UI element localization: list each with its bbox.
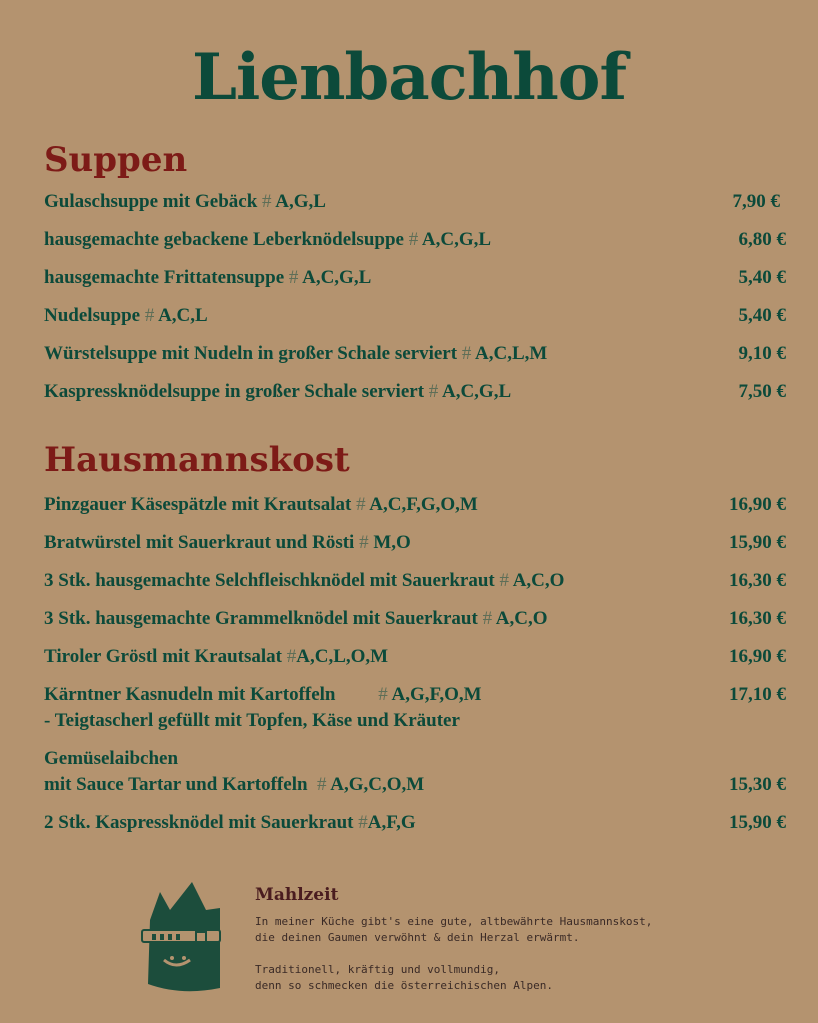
item-name: Würstelsuppe mit Nudeln in großer Schale serviert — [44, 343, 458, 364]
item-name-line2: mit Sauce Tartar und Kartoffeln — [44, 774, 308, 795]
item-allergens: M,O — [373, 532, 411, 553]
menu-item: Gemüselaibchen mit Sauce Tartar und Kartoffeln # A,G,C,O,M 15,30 € — [44, 748, 786, 795]
footer-line: In meiner Küche gibt's eine gute, altbewährte Hausmannskost, — [255, 915, 653, 928]
item-price: 5,40 € — [738, 305, 786, 326]
item-allergens: A,C,L,O,M — [296, 646, 389, 667]
section-title-suppen: Suppen — [44, 140, 188, 180]
item-allergens: A,C,O — [512, 570, 565, 591]
item-name: Gemüselaibchen — [44, 748, 179, 769]
menu-page: Lienbachhof Suppen Gulaschsuppe mit Gebäck # A,G,L 7,90 € hausgemachte gebackene Leberknödelsuppe # A,C,G,L 6,80 € hausgemachte Frittatensuppe # A,C,G,L 5,40 € Nudelsuppe # A,C,L 5,40 € Würstelsuppe mit Nudeln in großer Schale serviert # A,C,L,M 9,10 € Kaspressknödelsuppe in großer Schale serviert # A,C,G,L 7,50 € Hausmannskost Pinzgauer Käsespätzle mit Krautsalat # A,C,F,G,O,M 16,90 € Bratwürstel mit Sauerkraut und Rösti # M,O 15,90 € 3 Stk. hausgemachte Selchfleischknödel mit Sauerkraut # A,C,O 16,30 € 3 Stk. hausgemachte Grammelknödel mit Sauerkraut # A,C,O 16,30 € Tiroler Gröstl mit Krautsalat #A,C,L,O,M 16,90 € Kärntner Kasnudeln mit Kartoffeln # A,G,F,O,M 17,10 € - Teigtascherl gefüllt mit Topfen, Käse und Kräuter Gemüselaibchen mit Sauce Tartar und Kartoffeln # A,G,C,O,M 15,30 € 2 Stk. Kaspressknödel mit Sauerkraut #A,F,G 15,90 € Mahlzeit In meiner Küche gibt's eine gute, altbewährte Hausmannskost, die deinen Gaumen verwöhnt & dein Herzal erwärmt. Traditionell, kräftig und vollmundig, denn so schmecken die österreichischen Alpen. — [0, 0, 818, 1023]
item-allergens: A,C,G,L — [302, 267, 372, 288]
item-price: 7,90 € — [732, 191, 780, 212]
item-price: 9,10 € — [738, 343, 786, 364]
footer-line: die deinen Gaumen verwöhnt & dein Herzal erwärmt. — [255, 931, 580, 944]
item-allergens: A,C,O — [495, 608, 548, 629]
item-name: Pinzgauer Käsespätzle mit Krautsalat — [44, 494, 352, 515]
item-allergens: A,G,L — [275, 191, 326, 212]
item-price: 5,40 € — [738, 267, 786, 288]
item-allergens: A,F,G — [367, 812, 416, 833]
item-name: Kärntner Kasnudeln mit Kartoffeln — [44, 684, 336, 705]
item-price: 16,90 € — [729, 646, 786, 667]
item-name: Gulaschsuppe mit Gebäck — [44, 191, 258, 212]
item-allergens: A,C,L — [158, 305, 208, 326]
section-title-hausmannskost: Hausmannskost — [44, 440, 350, 480]
item-name: Tiroler Gröstl mit Krautsalat — [44, 646, 283, 667]
item-description: - Teigtascherl gefüllt mit Topfen, Käse und Kräuter — [44, 710, 460, 731]
item-price: 16,30 € — [729, 608, 786, 629]
menu-item: Kärntner Kasnudeln mit Kartoffeln # A,G,F,O,M 17,10 € - Teigtascherl gefüllt mit Topfen, Käse und Kräuter — [44, 684, 786, 731]
item-price: 17,10 € — [729, 684, 786, 705]
item-name: Nudelsuppe — [44, 305, 141, 326]
item-allergens: A,G,C,O,M — [330, 774, 425, 795]
item-price: 15,30 € — [729, 774, 786, 795]
item-allergens: A,G,F,O,M — [391, 684, 482, 705]
item-price: 6,80 € — [738, 229, 786, 250]
footer-line: Traditionell, kräftig und vollmundig, — [255, 963, 501, 976]
item-price: 16,30 € — [729, 570, 786, 591]
item-name: 3 Stk. hausgemachte Selchfleischknödel mit Sauerkraut — [44, 570, 495, 591]
restaurant-title: Lienbachhof — [191, 40, 627, 115]
item-allergens: A,C,G,L — [421, 229, 492, 250]
footer-line: denn so schmecken die österreichischen Alpen. — [255, 979, 554, 992]
item-allergens: A,C,G,L — [441, 381, 512, 402]
item-price: 16,90 € — [729, 494, 786, 515]
chef-house-icon — [136, 880, 226, 992]
item-allergens: A,C,F,G,O,M — [369, 494, 478, 515]
item-name: 2 Stk. Kaspressknödel mit Sauerkraut — [44, 812, 354, 833]
item-price: 15,90 € — [729, 812, 786, 833]
item-name: Kaspressknödelsuppe in großer Schale serviert — [44, 381, 425, 402]
item-allergens: A,C,L,M — [475, 343, 548, 364]
item-name: hausgemachte gebackene Leberknödelsuppe — [44, 229, 404, 250]
footer-heading: Mahlzeit — [255, 885, 339, 905]
item-price: 7,50 € — [738, 381, 786, 402]
item-name: Bratwürstel mit Sauerkraut und Rösti — [44, 532, 355, 553]
item-name: hausgemachte Frittatensuppe — [44, 267, 285, 288]
footer-text — [255, 884, 795, 994]
item-price: 15,90 € — [729, 532, 786, 553]
item-name: 3 Stk. hausgemachte Grammelknödel mit Sauerkraut — [44, 608, 478, 629]
